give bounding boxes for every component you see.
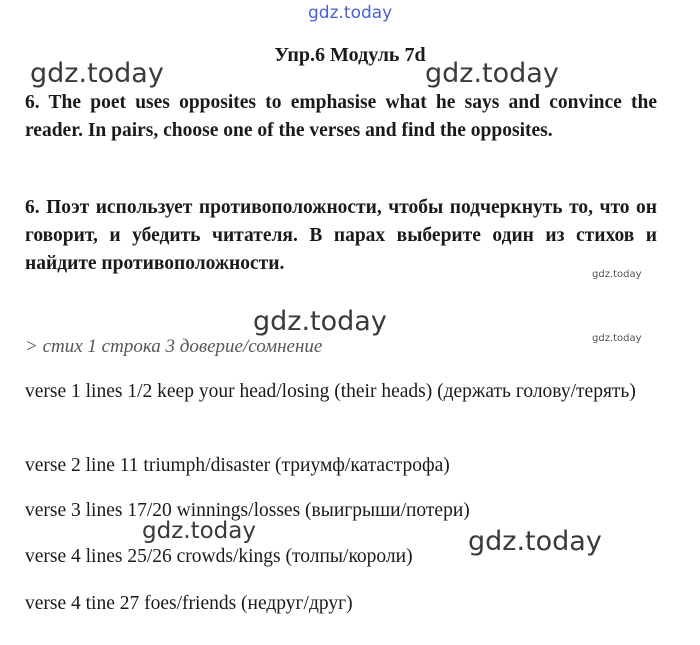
- page-title: Упр.6 Модуль 7d: [274, 44, 426, 66]
- answer-line: verse 2 line 11 triumph/disaster (триумф/катастрофа): [25, 455, 450, 476]
- watermark-small: gdz.today: [592, 333, 642, 344]
- answer-line: verse 4 lines 25/26 crowds/kings (толпы/короли): [25, 546, 413, 567]
- watermark: gdz.today: [30, 58, 164, 89]
- answer-line: verse 1 lines 1/2 keep your head/losing (their heads) (держать голову/терять): [25, 381, 636, 402]
- watermark: gdz.today: [425, 58, 559, 89]
- watermark: gdz.today: [253, 306, 387, 337]
- watermark-small: gdz.today: [592, 269, 642, 280]
- task-english: 6. The poet uses opposites to emphasise what he says and convince the reader. In pairs, choose one of the verses and find the opposites.: [25, 92, 657, 141]
- answer-line: verse 3 lines 17/20 winnings/losses (выигрыши/потери): [25, 500, 470, 521]
- watermark-top: gdz.today: [308, 3, 393, 23]
- answer-intro: > стих 1 строка 3 доверие/сомнение: [25, 336, 323, 357]
- watermark: gdz.today: [142, 518, 256, 544]
- answer-line: verse 4 tine 27 foes/friends (недруг/друг): [25, 593, 353, 614]
- watermark: gdz.today: [468, 526, 602, 557]
- task-russian: 6. Поэт использует противоположности, чтобы подчеркнуть то, что он говорит, и убедить читателя. В парах выберите один из стихов и найдите противоположности.: [25, 197, 657, 274]
